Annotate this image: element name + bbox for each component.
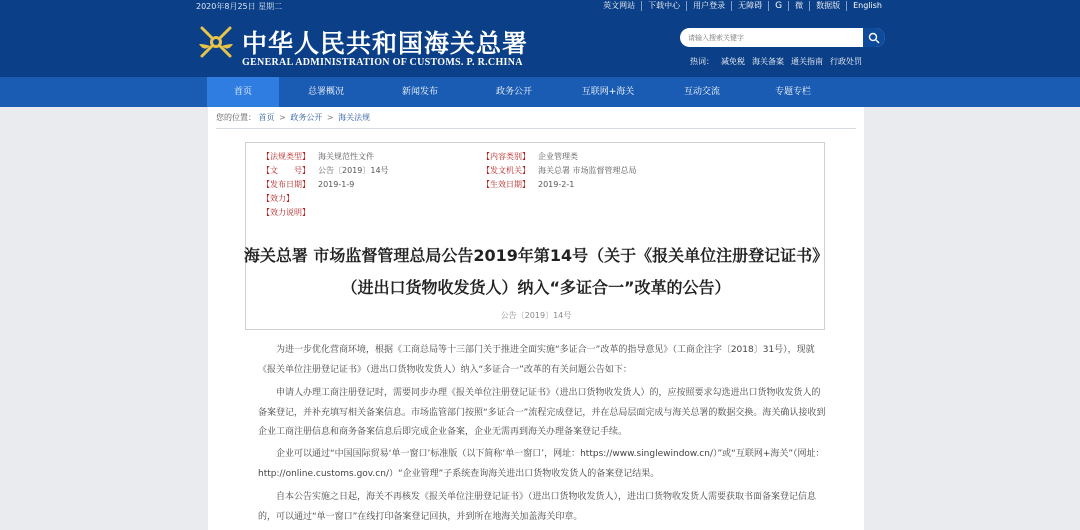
- top-link-english[interactable]: English: [846, 1, 888, 11]
- meta-document-number: 【文 号】 公告〔2019〕14号: [262, 166, 389, 175]
- site-title[interactable]: 中华人民共和国海关总署: [242, 29, 529, 58]
- breadcrumb-separator: >: [326, 113, 334, 122]
- nav-item-news[interactable]: 新闻发布: [401, 87, 438, 97]
- metadata-box: [245, 142, 825, 330]
- content-panel: [208, 107, 864, 530]
- divider: [216, 128, 856, 129]
- top-link-user-login[interactable]: 用户登录: [686, 1, 731, 11]
- meta-publish-date: 【发布日期】 2019-1-9: [262, 180, 355, 189]
- paragraph: 为进一步优化营商环境，根据《工商总局等十三部门关于推进全面实施“多证合一”改革的指导意见》（工商企注字〔2018〕31号），现就《报关单位注册登记证书》（进出口货物收发货人）纳入“多证合一”改革的有关问题公告如下：: [258, 345, 815, 375]
- top-link-data-version[interactable]: 数据版: [809, 1, 846, 11]
- site-header: [0, 0, 1080, 77]
- nav-item-home[interactable]: 首页: [207, 77, 279, 107]
- globe-icon[interactable]: G: [768, 1, 788, 11]
- hot-word-link[interactable]: 减免税: [721, 57, 745, 66]
- breadcrumb-separator: >: [279, 113, 286, 122]
- wechat-icon[interactable]: 微: [788, 1, 809, 11]
- current-date: 2020年8月25日 星期二: [196, 2, 283, 11]
- top-bar: [0, 0, 1080, 14]
- meta-issuing-authority: 【发文机关】 海关总署 市场监督管理总局: [482, 166, 637, 175]
- document-title-line-1: 海关总署 市场监督管理总局公告2019年第14号（关于《报关单位注册登记证书》: [243, 246, 829, 265]
- breadcrumb-prefix: 您的位置：: [216, 113, 256, 122]
- nav-item-interaction[interactable]: 互动交流: [683, 87, 720, 97]
- meta-effective-date: 【生效日期】 2019-2-1: [482, 180, 575, 189]
- hot-word-link[interactable]: 通关指南: [791, 57, 823, 66]
- search-input[interactable]: [688, 30, 858, 45]
- breadcrumb: [216, 112, 370, 123]
- nav-item-government-affairs[interactable]: 政务公开: [495, 87, 532, 97]
- paragraph: 自本公告实施之日起，海关不再核发《报关单位注册登记证书》（进出口货物收发货人），进出口货物收发货人需要获取书面备案登记信息的，可以通过“单一窗口”在线打印备案登记回执，并到所在地海关加盖海关印章。: [258, 492, 817, 522]
- site-subtitle: GENERAL ADMINISTRATION OF CUSTOMS. P. R.CHINA: [242, 57, 523, 68]
- breadcrumb-home[interactable]: 首页: [258, 113, 275, 122]
- nav-item-internet-customs[interactable]: 互联网+海关: [581, 87, 635, 97]
- hot-words-label: 热词：: [690, 57, 714, 66]
- paragraph: 申请人办理工商注册登记时，需要同步办理《报关单位注册登记证书》（进出口货物收发货人）的，应按照要求勾选进出口货物收发货人的备案登记，并补充填写相关备案信息。市场监管部门按照“多证合一”流程完成登记，并在总局层面完成与海关总署的数据交换。海关确认接收到企业工商注册信息和商务备案信息后即完成企业备案，企业无需再到海关办理备案登记手续。: [258, 388, 826, 437]
- nav-item-special-topics[interactable]: 专题专栏: [774, 87, 811, 97]
- meta-content-category: 【内容类别】 企业管理类: [482, 152, 578, 161]
- hot-word-link[interactable]: 行政处罚: [830, 57, 862, 66]
- top-link-download-center[interactable]: 下载中心: [641, 1, 686, 11]
- top-link-accessibility[interactable]: 无障碍: [731, 1, 768, 11]
- breadcrumb-government-affairs[interactable]: 政务公开: [290, 113, 323, 122]
- search-box: [680, 28, 885, 47]
- search-icon: [868, 32, 880, 44]
- search-button[interactable]: [863, 28, 885, 47]
- meta-regulation-type: 【法规类型】 海关规范性文件: [262, 152, 374, 161]
- breadcrumb-customs-regulations[interactable]: 海关法规: [338, 113, 371, 122]
- customs-emblem-icon[interactable]: [196, 22, 238, 62]
- document-title-line-2: （进出口货物收发货人）纳入“多证合一”改革的公告）: [341, 278, 731, 297]
- nav-item-overview[interactable]: 总署概况: [307, 87, 344, 97]
- main-nav: [0, 77, 1080, 107]
- meta-validity: 【效力】: [262, 194, 294, 203]
- meta-validity-note: 【效力说明】: [262, 208, 310, 217]
- top-link-english-site[interactable]: 英文网站: [603, 1, 636, 10]
- document-number: 公告〔2019〕14号: [500, 311, 572, 320]
- top-links: [597, 1, 888, 11]
- hot-words: [690, 56, 862, 67]
- hot-word-link[interactable]: 海关备案: [752, 57, 784, 66]
- paragraph: 企业可以通过“中国国际贸易‘单一窗口’标准版（以下简称‘单一窗口’，网址：https://www.singlewindow.cn/）”或“互联网+海关”（网址：http://online.customs.gov.cn/）“企业管理”子系统查询海关进出口货物收发货人的备案登记结果。: [258, 449, 825, 479]
